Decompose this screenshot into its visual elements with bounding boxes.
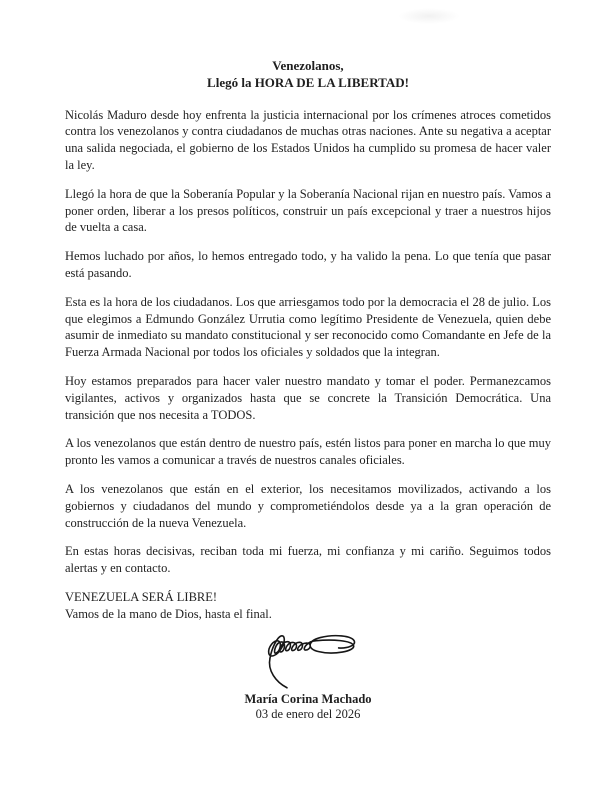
paragraph-1: Nicolás Maduro desde hoy enfrenta la justicia internacional por los crímenes atroces cometidos contra los venezolanos y contra ciudadanos de muchas otras naciones. Ante su negativa a aceptar una salida negociada, el gobierno de los Estados Unidos ha cumplido su promesa de hacer valer la ley. [65,107,551,172]
paragraph-7: A los venezolanos que están en el exterior, los necesitamos movilizados, activando a los gobiernos y ciudadanos del mundo y comprometiéndolos desde ya a la gran operación de construcción de la nueva Venezuela. [65,481,551,530]
scan-smudge-artifact [398,8,460,24]
paragraph-6: A los venezolanos que están dentro de nuestro país, estén listos para poner en marcha lo que muy pronto les vamos a comunicar a través de nuestros canales oficiales. [65,436,551,468]
signature-date: 03 de enero del 2026 [255,706,361,721]
title-headline: Llegó la HORA DE LA LIBERTAD! [207,74,409,90]
signatory-name: María Corina Machado [244,691,372,706]
signature-scrawl-icon [251,627,365,691]
paragraph-4: Esta es la hora de los ciudadanos. Los que arriesgamos todo por la democracia el 28 de julio. Los que elegimos a Edmundo González Urrutia como legítimo Presidente de Venezuela, quien debe asumir de inmediato su mandato constitucional y ser reconocido como Comandante en Jefe de la Fuerza Armada Nacional por todos los oficiales y soldados que la integran. [65,294,551,360]
paragraph-3: Hemos luchado por años, lo hemos entregado todo, y ha valido la pena. Lo que tenía que pasar está pasando. [65,249,551,280]
closing-slogan: VENEZUELA SERÁ LIBRE! [65,589,218,604]
title-salutation: Venezolanos, [272,58,344,73]
closing-farewell: Vamos de la mano de Dios, hasta el final. [65,606,272,621]
signature-block [65,629,551,722]
closing-block [65,589,551,623]
paragraph-2: Llegó la hora de que la Soberanía Popular y la Soberanía Nacional rijan en nuestro país. Vamos a poner orden, liberar a los presos políticos, construir un país excepcional y traer a nuestros hijos de vuelta a casa. [65,186,551,235]
paragraph-5: Hoy estamos preparados para hacer valer nuestro mandato y tomar el poder. Permanezcamos vigilantes, activos y organizados hasta que se concrete la Transición Democrática. Una transición que nos necesita a TODOS. [65,373,551,422]
paragraph-8: En estas horas decisivas, reciban toda mi fuerza, mi confianza y mi cariño. Seguimos todos alertas y en contacto. [65,544,551,576]
letter-title [65,58,551,92]
